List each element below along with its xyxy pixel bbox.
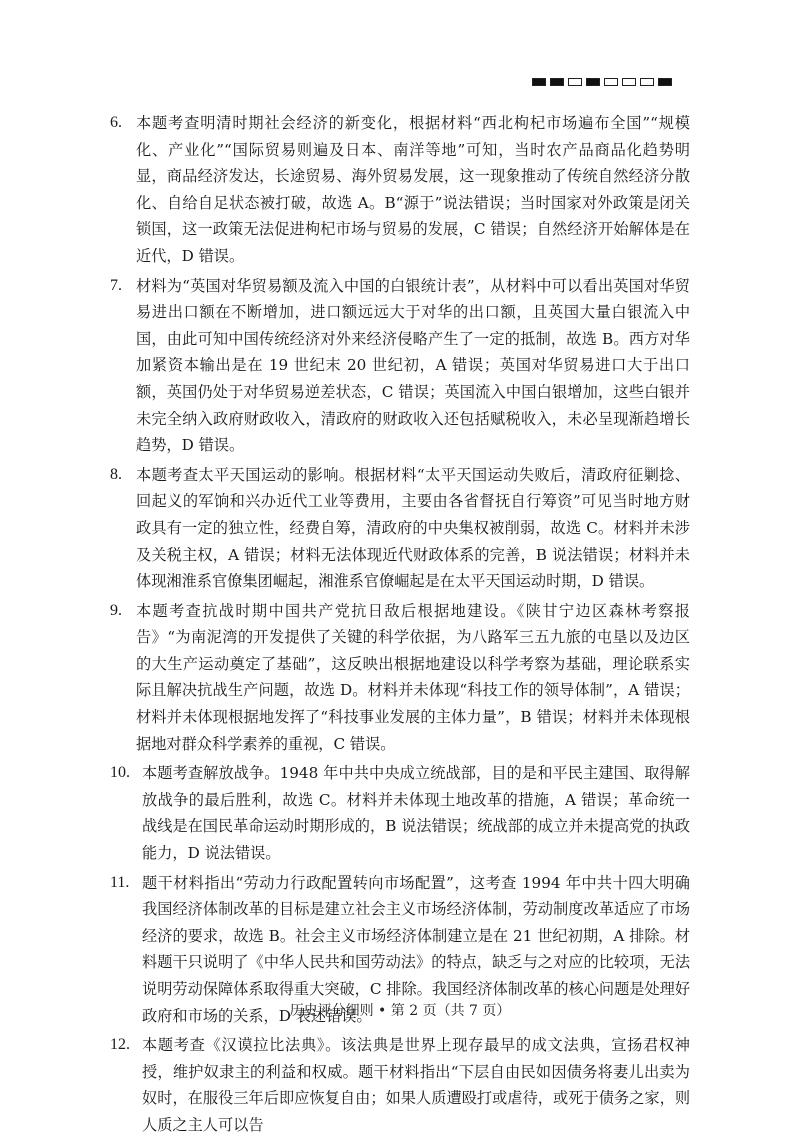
item-text: 本题考查明清时期社会经济的新变化，根据材料“西北枸杞市场遍布全国”“规模化、产业化”“国际贸易则遍及日本、南洋等地”可知，当时农产品商品化趋势明显，商品经济发达，长途贸易、海外贸易发展，这一现象推动了传统自然经济分散化、自给自足状态被打破，故选 A。B“源于”说法错误；当时国家对外政策是闭关锁国，这一政策无法促进枸杞市场与贸易的发展，C 错误；自然经济开始解体是在近代，D 错误。	[136, 114, 690, 265]
filled-square-mark	[658, 78, 672, 86]
item-text: 本题考查抗战时期中国共产党抗日敌后根据地建设。《陕甘宁边区森林考察报告》“为南泥湾的开发提供了关键的科学依据，为八路军三五九旅的屯垦以及边区的大生产运动奠定了基础”，这反映出根据地建设以科学考察为基础，理论联系实际且解决抗战生产问题，故选 D。材料并未体现“科技工作的领导体制”，A 错误；材料并未体现根据地发挥了“科技事业发展的主体力量”，B 错误；材料并未体现根据地对群众科学素养的重视，C 错误。	[136, 601, 690, 753]
answer-item-8	[110, 462, 690, 595]
page-footer: 历史评分细则 • 第 2 页（共 7 页）	[289, 1003, 511, 1019]
filled-square-mark	[586, 78, 600, 86]
answer-item-12	[110, 1032, 690, 1138]
hollow-square-mark	[568, 78, 582, 86]
page-marks	[532, 78, 672, 86]
hollow-square-mark	[640, 78, 654, 86]
item-text: 题干材料指出“劳动力行政配置转向市场配置”，这考查 1994 年中共十四大明确我国经济体制改革的目标是建立社会主义市场经济体制，劳动制度改革适应了市场经济的要求，故选 B。社会主义市场经济体制建立是在 21 世纪初期，A 排除。材料题干只说明了《中华人民共和国劳动法》的特点，缺乏与之对应的比较项，无法说明劳动保障体系取得重大突破，C 排除。我国经济体制改革的核心问题是处理好政府和市场的关系，D 表述错误。	[142, 873, 691, 1025]
hollow-square-mark	[622, 78, 636, 86]
item-number: 11.	[110, 873, 130, 891]
item-number: 8.	[110, 465, 122, 483]
item-number: 12.	[110, 1036, 130, 1054]
item-number: 7.	[110, 276, 122, 294]
answer-item-10	[110, 760, 690, 866]
item-text: 本题考查太平天国运动的影响。根据材料“太平天国运动失败后，清政府征剿捻、回起义的军饷和兴办近代工业等费用，主要由各省督抚自行筹资”可见当时地方财政具有一定的独立性，经费自筹，清政府的中央集权被削弱，故选 C。材料并未涉及关税主权，A 错误；材料无法体现近代财政体系的完善，B 说法错误；材料并未体现湘淮系官僚集团崛起，湘淮系官僚崛起是在太平天国运动时期，D 错误。	[136, 465, 690, 591]
item-number: 10.	[110, 764, 130, 782]
answer-item-7	[110, 273, 690, 459]
item-number: 6.	[110, 114, 122, 131]
filled-square-mark	[550, 78, 564, 86]
item-text: 材料为“英国对华贸易额及流入中国的白银统计表”，从材料中可以看出英国对华贸易进出口额在不断增加，进口额远远大于对华的出口额，且英国大量白银流入中国，由此可知中国传统经济对外来经济侵略产生了一定的抵制，故选 B。西方对华加紧资本输出是在 19 世纪末 20 世纪初，A 错误；英国对华贸易进口大于出口额，英国仍处于对华贸易逆差状态，C 错误；英国流入中国白银增加，这些白银并未完全纳入政府财政收入，清政府的财政收入还包括赋税收入，未必呈现渐趋增长趋势，D 错误。	[136, 276, 690, 455]
filled-square-mark	[532, 78, 546, 86]
answer-item-6	[110, 110, 690, 270]
item-text: 本题考查解放战争。1948 年中共中央成立统战部，目的是和平民主建国、取得解放战争的最后胜利，故选 C。材料并未体现土地改革的措施，A 错误；革命统一战线是在国民革命运动时期形成的，B 说法错误；统战部的成立并未提高党的执政能力，D 说法错误。	[142, 764, 690, 863]
hollow-square-mark	[604, 78, 618, 86]
item-text: 本题考查《汉谟拉比法典》。该法典是世界上现存最早的成文法典，宣扬君权神授，维护奴隶主的利益和权威。题干材料指出“下层自由民如因债务将妻儿出卖为奴时，在服役三年后即应恢复自由；如果人质遭殴打或虐待，或死于债务之家，则人质之主人可以告	[142, 1036, 690, 1134]
answer-item-9	[110, 598, 690, 758]
item-number: 9.	[110, 601, 122, 619]
answer-explanations	[110, 110, 690, 1142]
